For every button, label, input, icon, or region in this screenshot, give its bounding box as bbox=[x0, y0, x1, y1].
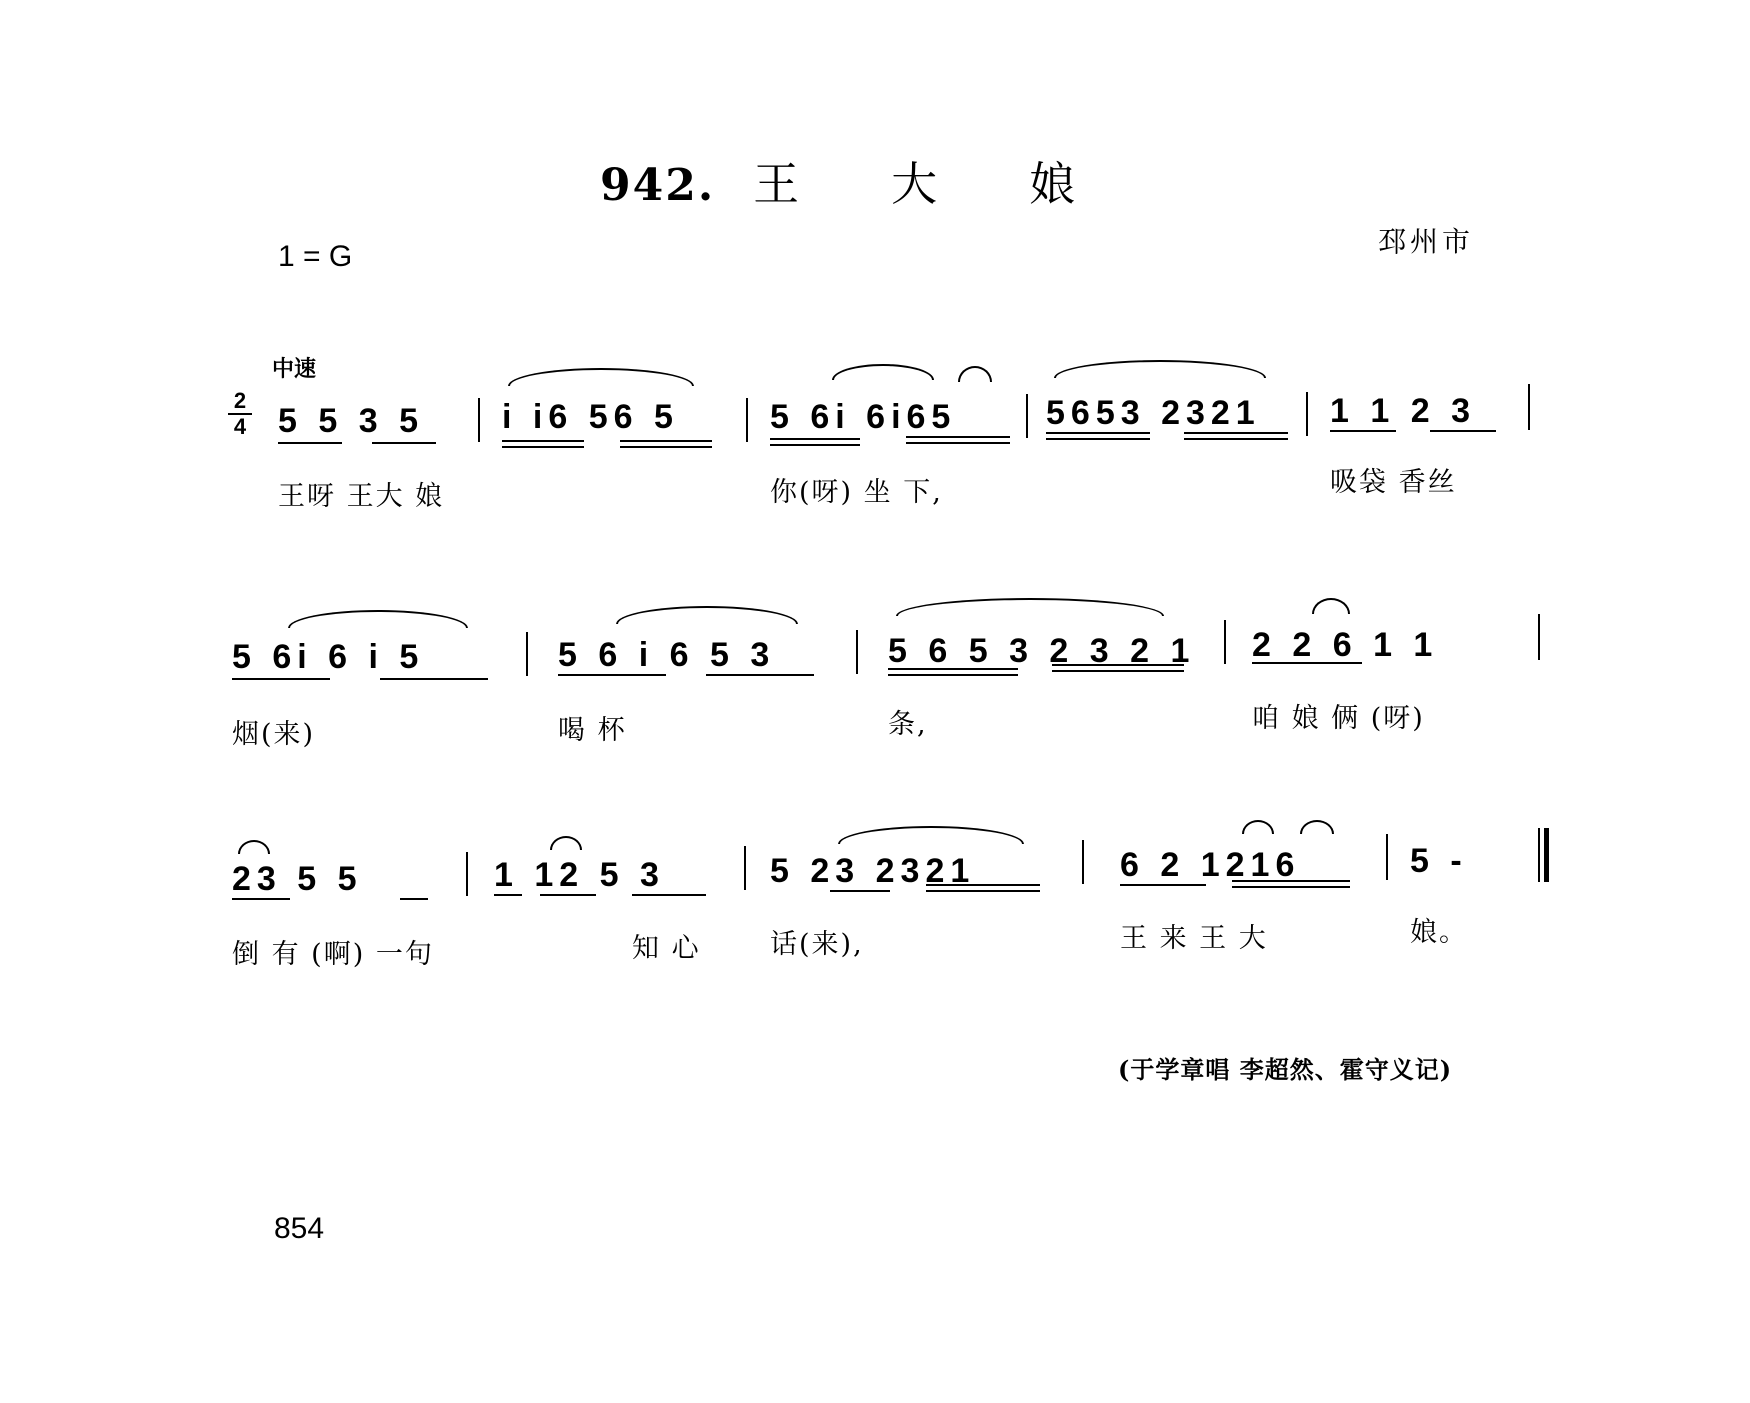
lyric: 条, bbox=[888, 709, 928, 740]
measure: 5 23 2321 bbox=[770, 852, 976, 890]
measure: 6 2 1216 bbox=[1120, 846, 1301, 884]
song-title bbox=[600, 148, 1077, 214]
lyric: 倒 有 (啊) 一句 bbox=[232, 939, 434, 970]
measure: 5 6i 6 i 5 bbox=[232, 638, 425, 676]
lyric: 娘。 bbox=[1410, 917, 1468, 948]
lyric: 你(呀) 坐 下, bbox=[770, 477, 943, 508]
measure: 23 5 5 bbox=[232, 860, 363, 898]
lyric: 咱 娘 俩 (呀) bbox=[1252, 703, 1425, 734]
performer-credits: (于学章唱 李超然、霍守义记) bbox=[1118, 1055, 1453, 1084]
lyric: 吸袋 香丝 bbox=[1330, 467, 1457, 498]
key-signature: 1 = G bbox=[278, 240, 353, 273]
lyric: 喝 杯 bbox=[558, 715, 627, 746]
measure: 5 6 5 3 2 3 2 1 bbox=[888, 632, 1196, 670]
title-char-3: 娘 bbox=[1029, 157, 1078, 211]
title-char-2: 大 bbox=[891, 157, 940, 211]
measure: 1 12 5 3 bbox=[494, 856, 665, 894]
measure: 2 2 6 1 1 bbox=[1252, 626, 1439, 664]
measure: 5653 2321 bbox=[1046, 394, 1261, 432]
time-signature bbox=[228, 390, 252, 438]
measure: 5 - bbox=[1410, 842, 1468, 880]
place-of-origin: 邳州市 bbox=[1378, 225, 1475, 258]
measure: i i6 56 5 bbox=[502, 398, 679, 436]
time-signature-top: 2 bbox=[233, 388, 247, 413]
lyric: 烟(来) bbox=[232, 719, 316, 750]
measure: 5 6i 6i65 bbox=[770, 398, 957, 436]
song-number: 942. bbox=[600, 160, 716, 211]
lyric: 话(来), bbox=[770, 929, 864, 960]
measure: 1 1 2 3 bbox=[1330, 392, 1476, 430]
measure: 5 5 3 5 bbox=[278, 402, 424, 440]
title-char-1: 王 bbox=[753, 157, 802, 211]
lyric: 知 心 bbox=[632, 933, 701, 964]
lyric: 王 来 王 大 bbox=[1120, 923, 1268, 954]
lyric: 王呀 王大 娘 bbox=[278, 481, 445, 512]
time-signature-bottom: 4 bbox=[233, 414, 247, 439]
tempo-marking: 中速 bbox=[272, 356, 317, 382]
measure: 5 6 i 6 5 3 bbox=[558, 636, 776, 674]
page-number: 854 bbox=[274, 1212, 325, 1245]
